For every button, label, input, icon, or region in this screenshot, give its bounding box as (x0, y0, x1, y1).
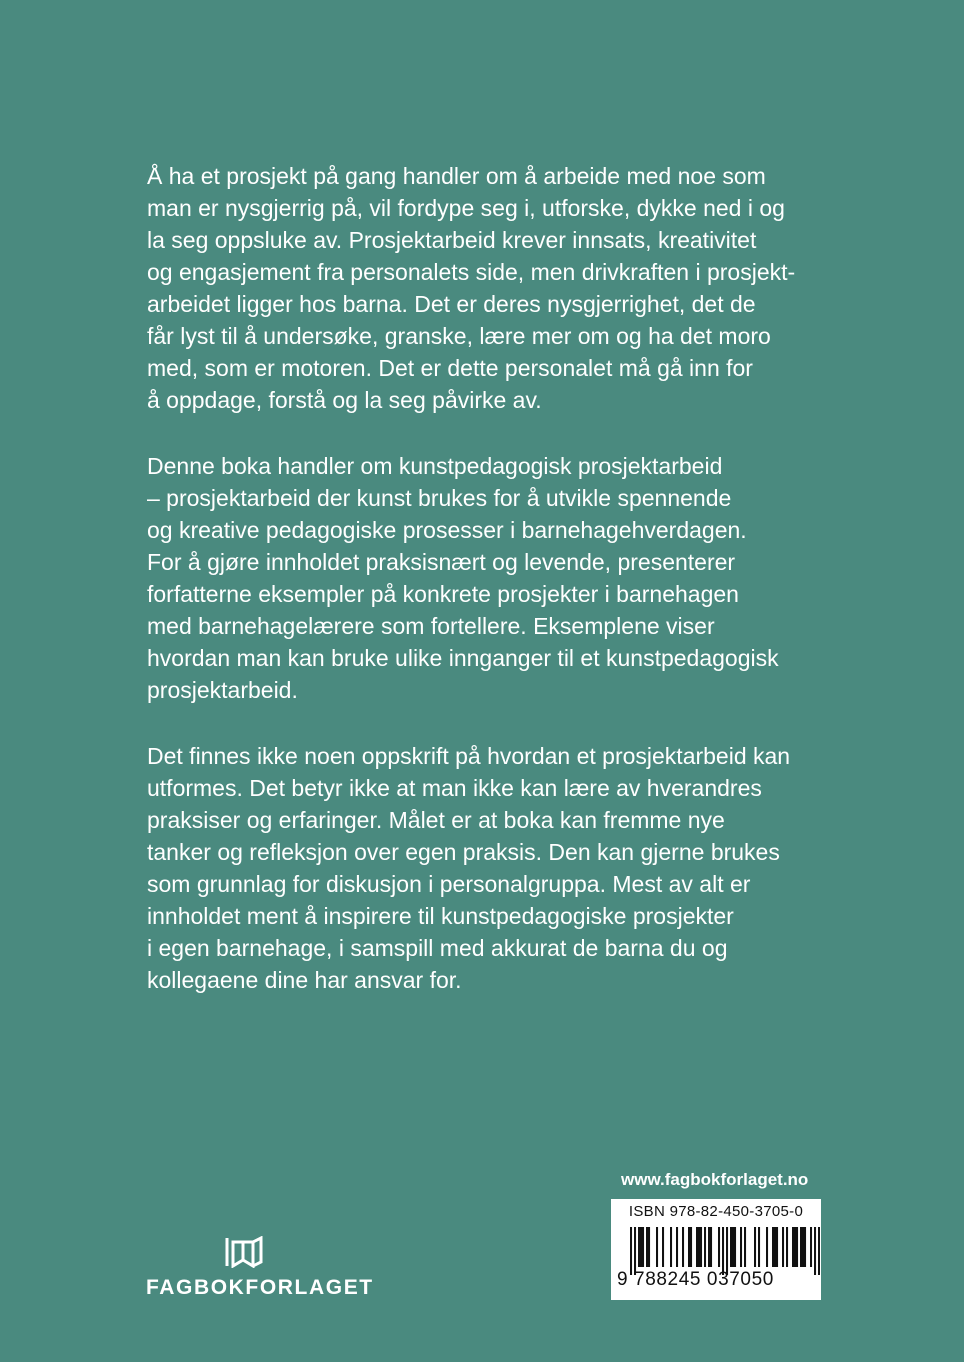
barcode-bar (726, 1227, 728, 1275)
blurb-line: praksiser og erfaringer. Målet er at boka kan fremme nye (147, 807, 725, 833)
barcode-bar (700, 1227, 702, 1267)
barcode-bar (772, 1227, 774, 1267)
blurb-line: arbeidet ligger hos barna. Det er deres nysgjerrighet, det de (147, 291, 756, 317)
blurb-line: forfatterne eksempler på konkrete prosjekter i barnehagen (147, 581, 739, 607)
barcode-bar (776, 1227, 778, 1267)
barcode-bar (782, 1227, 784, 1267)
isbn-label: ISBN 978-82-450-3705-0 (628, 1203, 804, 1220)
barcode-bar (734, 1227, 736, 1267)
blurb-line: For å gjøre innholdet praksisnært og levende, presenterer (147, 549, 736, 575)
barcode-bar (786, 1227, 788, 1267)
barcode-bar (708, 1227, 710, 1267)
barcode-bar (646, 1227, 648, 1267)
barcode-bar (730, 1227, 732, 1267)
barcode-bar (698, 1227, 700, 1267)
barcode-bar (704, 1227, 706, 1267)
barcode-bar (744, 1227, 746, 1267)
blurb-line: utformes. Det betyr ikke at man ikke kan lære av hverandres (147, 775, 762, 801)
barcode-bar (818, 1227, 820, 1275)
publisher-website: www.fagbokforlaget.no (621, 1170, 809, 1189)
barcode-bar (754, 1227, 756, 1267)
barcode-bar (656, 1227, 658, 1267)
blurb-line: innholdet ment å inspirere til kunstpedagogiske prosjekter (147, 903, 734, 929)
barcode-bar (670, 1227, 672, 1267)
barcode-bar (648, 1227, 650, 1267)
barcode-bar (740, 1227, 742, 1267)
barcode-bar (640, 1227, 642, 1267)
isbn-barcode (611, 1199, 821, 1300)
barcode-bar (800, 1227, 802, 1267)
barcode-bar (766, 1227, 768, 1267)
blurb-line: – prosjektarbeid der kunst brukes for å utvikle spennende (147, 485, 732, 511)
barcode-bar (638, 1227, 640, 1267)
barcode-bar (642, 1227, 644, 1267)
barcode-digits: 9 788245 037050 (617, 1269, 774, 1290)
barcode-bar (696, 1227, 698, 1267)
blurb-line: og engasjement fra personalets side, men drivkraften i prosjekt- (147, 259, 796, 285)
blurb-paragraph-1 (147, 160, 837, 416)
barcode-bar (690, 1227, 692, 1267)
blurb-line: kollegaene dine har ansvar for. (147, 967, 462, 993)
barcode-bar (688, 1227, 690, 1267)
blurb-line: som grunnlag for diskusjon i personalgruppa. Mest av alt er (147, 871, 751, 897)
barcode-bar (814, 1227, 816, 1275)
blurb-line: får lyst til å undersøke, granske, lære mer om og ha det moro (147, 323, 771, 349)
blurb-line: med barnehagelærere som fortellere. Eksemplene viser (147, 613, 715, 639)
barcode-bar (792, 1227, 794, 1267)
blurb-paragraph-3 (147, 740, 837, 996)
fagbokforlaget-book-icon (224, 1236, 264, 1268)
blurb-line: hvordan man kan bruke ulike innganger til et kunstpedagogisk (147, 645, 779, 671)
blurb-line: la seg oppsluke av. Prosjektarbeid krever innsats, kreativitet (147, 227, 757, 253)
blurb-line: man er nysgjerrig på, vil fordype seg i, utforske, dykke ned i og (147, 195, 785, 221)
barcode-bar (804, 1227, 806, 1267)
barcode-bar (722, 1227, 724, 1275)
blurb-line: Det finnes ikke noen oppskrift på hvordan et prosjektarbeid kan (147, 743, 791, 769)
barcode-bar (732, 1227, 734, 1267)
blurb-line: Å ha et prosjekt på gang handler om å arbeide med noe som (147, 163, 766, 189)
barcode-bar (710, 1227, 712, 1267)
blurb-paragraph-2 (147, 450, 837, 706)
blurb-line: å oppdage, forstå og la seg påvirke av. (147, 387, 542, 413)
blurb-line: med, som er motoren. Det er dette personalet må gå inn for (147, 355, 753, 381)
publisher-name: FAGBOKFORLAGET (146, 1276, 374, 1299)
blurb-line: prosjektarbeid. (147, 677, 298, 703)
blurb-line: og kreative pedagogiske prosesser i barnehagehverdagen. (147, 517, 747, 543)
barcode-bar (774, 1227, 776, 1267)
barcode-bar (634, 1227, 636, 1275)
barcode-bar (810, 1227, 812, 1267)
barcode-bar (796, 1227, 798, 1267)
barcode-bars (630, 1227, 820, 1275)
blurb-line: i egen barnehage, i samspill med akkurat de barna du og (147, 935, 728, 961)
barcode-bar (662, 1227, 664, 1267)
barcode-bar (794, 1227, 796, 1267)
blurb-line: Denne boka handler om kunstpedagogisk prosjektarbeid (147, 453, 723, 479)
blurb-line: tanker og refleksjon over egen praksis. Den kan gjerne brukes (147, 839, 780, 865)
barcode-bar (718, 1227, 720, 1267)
barcode-bar (630, 1227, 632, 1275)
back-cover-blurb (147, 160, 837, 1030)
barcode-bar (802, 1227, 804, 1267)
barcode-bar (758, 1227, 760, 1267)
barcode-bar (676, 1227, 678, 1267)
barcode-bar (682, 1227, 684, 1267)
